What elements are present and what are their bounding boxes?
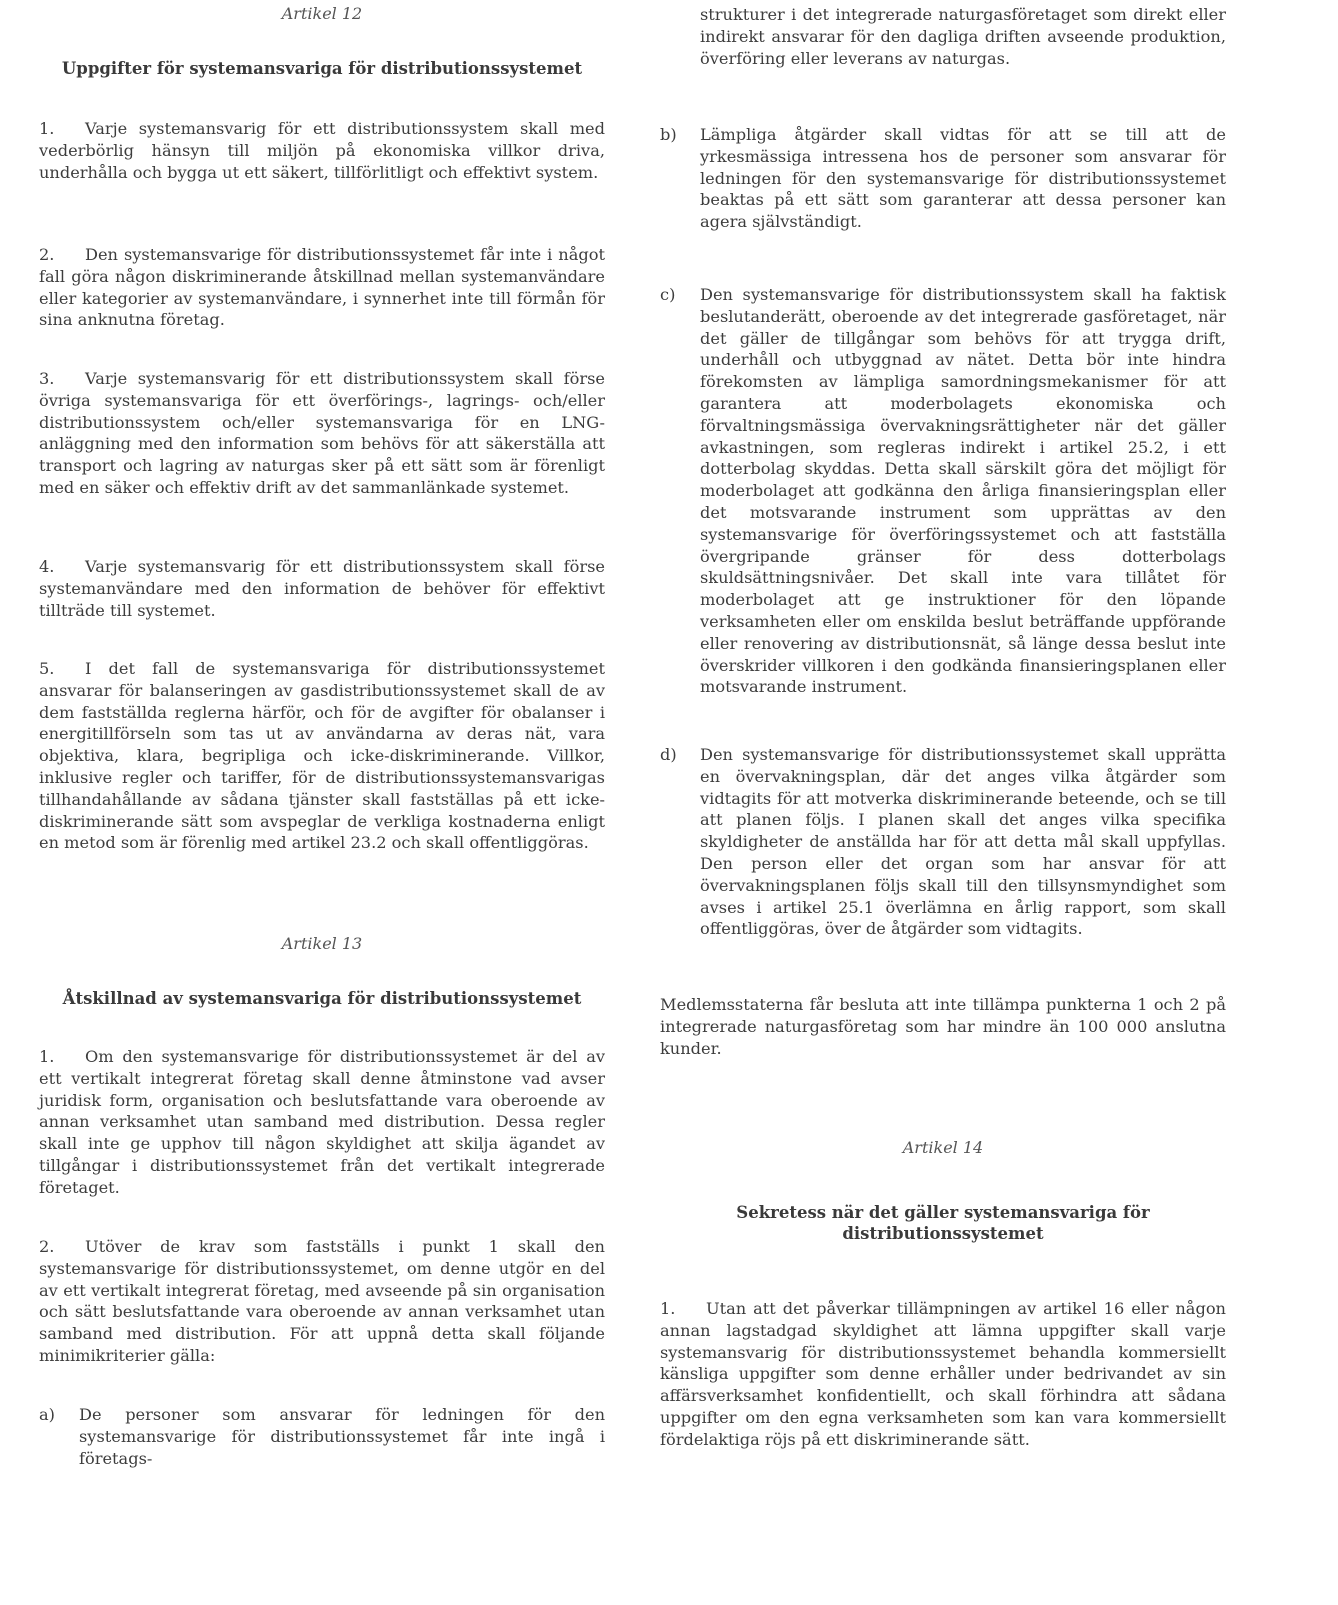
paragraph-text: Utan att det påverkar tillämpningen av artikel 16 eller någon annan lagstadgad skyldighet att lämna uppgifter skall varje systemansvarig för distributionssystemet behandla kommersiellt känsliga uppgifter som denne erhåller under bedrivandet av sin affärsverksamhet konfidentiellt, och skall förhindra att sådana uppgifter om den egna verksamheten som kan vara kommersiellt fördelaktiga röjs på ett diskriminerande sätt. bbox=[660, 1299, 1226, 1449]
paragraph-number: 3. bbox=[39, 369, 55, 388]
paragraph-number: 5. bbox=[39, 659, 55, 678]
paragraph-number: 4. bbox=[39, 557, 55, 576]
paragraph-number: 1. bbox=[39, 1047, 55, 1066]
article-13-title: Artikel 13 bbox=[281, 934, 363, 953]
article-13-heading: Åtskillnad av systemansvariga för distributionssystemet bbox=[62, 989, 582, 1008]
paragraph-text: Den systemansvarige för distributionssystemet får inte i något fall göra någon diskriminerande åtskillnad mellan systemanvändare eller kategorier av systemanvändare, i synnerhet inte till förmån för sina anknutna företag. bbox=[39, 245, 605, 330]
paragraph-text: Medlemsstaterna får besluta att inte tillämpa punkterna 1 och 2 på integrerade naturgasföretag som har mindre än 100 000 anslutna kunder. bbox=[660, 995, 1226, 1058]
article-14-title: Artikel 14 bbox=[902, 1138, 984, 1157]
item-text: Lämpliga åtgärder skall vidtas för att se till att de yrkesmässiga intressena hos de personer som ansvarar för ledningen för den systemansvarige för distributionssystemet beaktas på ett sätt som garanterar att dessa personer kan agera självständigt. bbox=[700, 125, 1226, 232]
item-text: Den systemansvarige för distributionssystem skall ha faktisk beslutanderätt, oberoende av det integrerade gasföretaget, när det gäller de tillgångar som behövs för att trygga drift, underhåll och utbyggnad av nätet. Detta bör inte hindra förekomsten av lämpliga samordningsmekanismer för att garantera att moderbolagets ekonomiska och förvaltningsmässiga övervakningsrättigheter när det gäller avkastningen, som regleras indirekt i artikel 25.2, i ett dotterbolag skyddas. Detta skall särskilt göra det möjligt för moderbolaget att godkänna den årliga finansieringsplan eller det motsvarande instrument som upprättas av den systemansvarige för överföringssystemet och att fastställa övergripande gränser för dess dotterbolags skuldsättningsnivåer. Det skall inte vara tillåtet för moderbolaget att ge instruktioner för den löpande verksamheten eller om enskilda beslut beträffande uppförande eller renovering av distributionsnät, så länge dessa beslut inte överskrider villkoren i den godkända finansieringsplanen eller motsvarande instrument. bbox=[700, 285, 1226, 697]
article-13-title-block bbox=[39, 934, 605, 954]
paragraph-13-2 bbox=[39, 1236, 605, 1367]
article-12-heading-block bbox=[39, 58, 605, 79]
paragraph-text: Om den systemansvarige för distributionssystemet är del av ett vertikalt integrerat företag skall denne åtminstone vad avser juridisk form, organisation och beslutsfattande vara oberoende av annan verksamhet utan samband med distribution. Dessa regler skall inte ge upphov till någon skyldighet att skilja ägandet av tillgångar i distributionssystemet från det vertikalt integrerade företaget. bbox=[39, 1047, 605, 1197]
item-text: strukturer i det integrerade naturgasföretaget som direkt eller indirekt ansvarar för den dagliga driften avseende produktion, överföring eller leverans av naturgas. bbox=[700, 5, 1226, 68]
paragraph-number: 1. bbox=[660, 1299, 676, 1318]
item-text: Den systemansvarige för distributionssystemet skall upprätta en övervakningsplan, där det anges vilka åtgärder som vidtagits för att motverka diskriminerande beteende, och se till att planen följs. I planen skall det anges vilka specifika skyldigheter de anställda har för att detta mål skall uppfyllas. Den person eller det organ som har ansvar för att övervakningsplanen följs skall till den tillsynsmyndighet som avses i artikel 25.1 överlämna en årlig rapport, som skall offentliggöras, över de åtgärder som vidtagits. bbox=[700, 745, 1226, 939]
paragraph-12-5 bbox=[39, 658, 605, 854]
item-letter: b) bbox=[660, 125, 677, 144]
article-14-title-block bbox=[660, 1138, 1226, 1158]
paragraph-13-1 bbox=[39, 1046, 605, 1199]
article-14-heading-block bbox=[660, 1202, 1226, 1244]
item-a-continuation bbox=[660, 4, 1226, 69]
paragraph-number: 2. bbox=[39, 245, 55, 264]
article-12-title-block bbox=[39, 4, 605, 24]
paragraph-number: 2. bbox=[39, 1237, 55, 1256]
paragraph-12-1 bbox=[39, 118, 605, 183]
paragraph-text: Varje systemansvarig för ett distributionssystem skall förse systemanvändare med den information de behöver för effektivt tillträde till systemet. bbox=[39, 557, 605, 620]
item-c bbox=[660, 284, 1226, 698]
paragraph-text: Varje systemansvarig för ett distributionssystem skall förse övriga systemansvariga för ett överförings-, lagrings- och/eller distributionssystem och/eller systemansvariga för en LNG-anläggning med den information som behövs för att säkerställa att transport och lagring av naturgas sker på ett sätt som är förenligt med en säker och effektiv drift av det sammanlänkade systemet. bbox=[39, 369, 605, 497]
member-states-paragraph bbox=[660, 994, 1226, 1059]
item-text: De personer som ansvarar för ledningen för den systemansvarige för distributionssystemet får inte ingå i företags- bbox=[79, 1405, 605, 1468]
article-12-heading: Uppgifter för systemansvariga för distributionssystemet bbox=[61, 59, 583, 78]
paragraph-text: Varje systemansvarig för ett distributionssystem skall med vederbörlig hänsyn till miljön på ekonomiska villkor driva, underhålla och bygga ut ett säkert, tillförlitligt och effektivt system. bbox=[39, 119, 605, 182]
item-letter: a) bbox=[39, 1405, 55, 1424]
article-12-title: Artikel 12 bbox=[281, 4, 363, 23]
paragraph-14-1 bbox=[660, 1298, 1226, 1451]
paragraph-number: 1. bbox=[39, 119, 55, 138]
item-letter: d) bbox=[660, 745, 677, 764]
paragraph-12-3 bbox=[39, 368, 605, 499]
article-14-heading: Sekretess när det gäller systemansvariga för distributionssystemet bbox=[736, 1203, 1150, 1243]
paragraph-12-4 bbox=[39, 556, 605, 621]
paragraph-12-2 bbox=[39, 244, 605, 331]
item-d bbox=[660, 744, 1226, 940]
article-13-heading-block bbox=[39, 988, 605, 1009]
paragraph-text: I det fall de systemansvariga för distributionssystemet ansvarar för balanseringen av gasdistributionssystemet skall de av dem fastställda reglerna härför, och för de avgifter för obalanser i energitillförseln som tas ut av användarna av deras nät, vara objektiva, klara, begripliga och icke-diskriminerande. Villkor, inklusive regler och tariffer, för de distributionssystemansvarigas tillhandahållande av sådana tjänster skall fastställas på ett icke-diskriminerande sätt som avspeglar de verkliga kostnaderna enligt en metod som är förenlig med artikel 23.2 och skall offentliggöras. bbox=[39, 659, 605, 853]
item-b bbox=[660, 124, 1226, 233]
item-a bbox=[39, 1404, 605, 1469]
paragraph-text: Utöver de krav som fastställs i punkt 1 skall den systemansvarige för distributionssystemet, om denne utgör en del av ett vertikalt integrerat företag, med avseende på sin organisation och sätt beslutsfattande vara oberoende av annan verksamhet utan samband med distribution. För att uppnå detta skall följande minimikriterier gälla: bbox=[39, 1237, 605, 1365]
item-letter: c) bbox=[660, 285, 676, 304]
